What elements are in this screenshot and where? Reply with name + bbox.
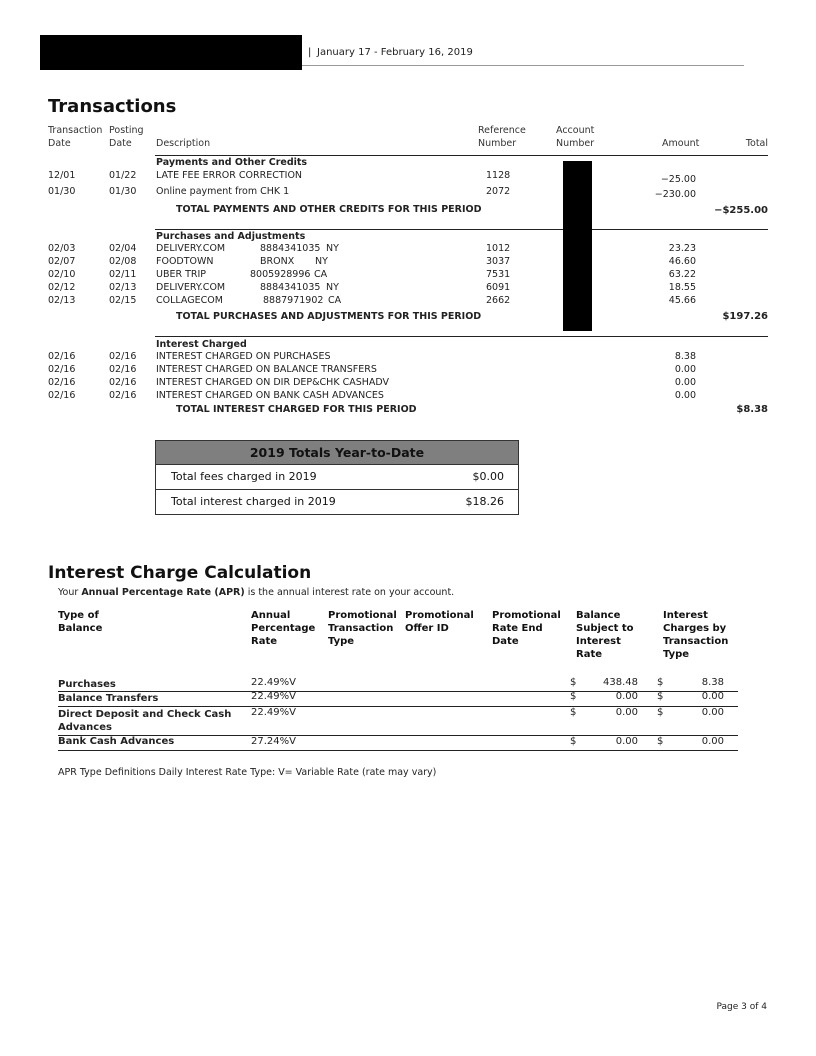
ic-type: Direct Deposit and Check Cash Advances [58, 709, 232, 733]
transaction-date: 12/01 [48, 170, 76, 181]
ic-charge: 0.00 [701, 736, 724, 747]
ic-cur2: $ [657, 707, 664, 718]
ic-col-apr: Annual Percentage Rate [251, 610, 316, 647]
table-row [0, 390, 816, 403]
table-row [0, 269, 816, 282]
ytd-totals-box [155, 440, 519, 515]
reference-number: 1012 [486, 243, 511, 254]
total-label: TOTAL PURCHASES AND ADJUSTMENTS FOR THIS PERIOD [176, 311, 482, 322]
reference-number: 7531 [486, 269, 511, 280]
transaction-date: 02/16 [48, 364, 76, 375]
ic-row-balance-transfers [58, 691, 738, 706]
amount: −230.00 [654, 189, 696, 200]
ic-type: Purchases [58, 679, 116, 690]
ic-col-type: Type of Balance [58, 610, 103, 634]
interest-calc-intro: Your Annual Percentage Rate (APR) is the annual interest rate on your account. [58, 587, 455, 598]
ic-apr: 22.49%V [251, 707, 296, 718]
transaction-date: 02/13 [48, 295, 76, 306]
col-description: Description [156, 138, 211, 149]
table-row [0, 243, 816, 256]
posting-date: 01/22 [109, 170, 137, 181]
ic-cur1: $ [570, 677, 577, 688]
posting-date: 02/11 [109, 269, 137, 280]
reference-number: 2072 [486, 186, 511, 197]
total-value: $8.38 [736, 404, 768, 415]
total-value: $197.26 [722, 311, 768, 322]
amount: 45.66 [668, 295, 696, 306]
purchases-heading: Purchases and Adjustments [156, 231, 306, 242]
posting-date: 02/16 [109, 351, 137, 362]
apr-type-definitions: APR Type Definitions Daily Interest Rate Type: V= Variable Rate (rate may vary) [58, 767, 437, 778]
ic-apr: 22.49%V [251, 691, 296, 702]
ytd-interest-label: Total interest charged in 2019 [171, 495, 336, 508]
amount: 0.00 [674, 377, 696, 388]
ytd-interest-value: $18.26 [465, 495, 504, 508]
ic-col-promo-type: Promotional Transaction Type [328, 610, 397, 647]
table-row [0, 282, 816, 295]
description: INTEREST CHARGED ON BALANCE TRANSFERS [156, 364, 377, 375]
reference-number: 6091 [486, 282, 511, 293]
purchases-total-row [0, 311, 816, 324]
posting-date: 02/16 [109, 377, 137, 388]
description: LATE FEE ERROR CORRECTION [156, 170, 303, 181]
posting-date: 01/30 [109, 186, 137, 197]
reference-number: 2662 [486, 295, 511, 306]
table-row [0, 364, 816, 377]
reference-number: 3037 [486, 256, 511, 267]
ic-cur1: $ [570, 736, 577, 747]
ic-charge: 0.00 [701, 691, 724, 702]
ic-charge: 0.00 [701, 707, 724, 718]
transaction-date: 02/16 [48, 377, 76, 388]
col-total: Total [745, 138, 768, 149]
col-account-number: Account Number [556, 125, 595, 149]
ytd-fees-label: Total fees charged in 2019 [171, 470, 317, 483]
ic-col-balance: Balance Subject to Interest Rate [576, 610, 634, 660]
transaction-date: 02/07 [48, 256, 76, 267]
transaction-date: 02/12 [48, 282, 76, 293]
ytd-title: 2019 Totals Year-to-Date [156, 441, 518, 465]
merchant-location: NY [315, 256, 328, 267]
merchant-phone: 8884341035 [260, 243, 321, 254]
payments-heading: Payments and Other Credits [156, 157, 308, 168]
merchant-location: CA [314, 269, 328, 280]
description: DELIVERY.COM [156, 282, 226, 293]
posting-date: 02/04 [109, 243, 137, 254]
ic-col-promo-end: Promotional Rate End Date [492, 610, 561, 647]
ic-cur1: $ [570, 691, 577, 702]
transaction-date: 02/10 [48, 269, 76, 280]
ic-col-charges: Interest Charges by Transaction Type [663, 610, 729, 660]
interest-total-row [0, 404, 816, 417]
transaction-date: 02/03 [48, 243, 76, 254]
interest-calc-title: Interest Charge Calculation [48, 563, 312, 583]
transaction-date: 02/16 [48, 390, 76, 401]
ic-cur2: $ [657, 691, 664, 702]
table-row [0, 256, 816, 269]
ic-apr: 22.49%V [251, 677, 296, 688]
transaction-date: 02/16 [48, 351, 76, 362]
header-divider [155, 155, 768, 156]
description: INTEREST CHARGED ON PURCHASES [156, 351, 331, 362]
merchant-location: NY [326, 282, 339, 293]
redacted-header-block [40, 35, 302, 70]
ytd-fees-value: $0.00 [472, 470, 504, 483]
posting-date: 02/15 [109, 295, 137, 306]
ytd-interest-row [156, 490, 518, 514]
col-amount: Amount [662, 138, 700, 149]
ic-balance: 0.00 [615, 707, 638, 718]
posting-date: 02/16 [109, 364, 137, 375]
statement-period: January 17 - February 16, 2019 [317, 47, 473, 58]
posting-date: 02/13 [109, 282, 137, 293]
ytd-fees-row [156, 465, 518, 490]
merchant-phone: BRONX [260, 256, 295, 267]
description: UBER TRIP [156, 269, 207, 280]
amount: 18.55 [668, 282, 696, 293]
interest-heading: Interest Charged [156, 339, 247, 350]
merchant-location: NY [326, 243, 339, 254]
header-rule [302, 65, 744, 66]
ic-row-purchases [58, 677, 738, 692]
ic-row-bank-cash [58, 736, 738, 751]
posting-date: 02/08 [109, 256, 137, 267]
amount: 8.38 [674, 351, 696, 362]
description: COLLAGECOM [156, 295, 223, 306]
ic-balance: 438.48 [603, 677, 638, 688]
description: INTEREST CHARGED ON BANK CASH ADVANCES [156, 390, 384, 401]
description: Online payment from CHK 1 [156, 186, 290, 197]
table-row [0, 295, 816, 308]
ic-type: Balance Transfers [58, 693, 159, 704]
ic-col-promo-offer: Promotional Offer ID [405, 610, 474, 634]
ic-row-direct-deposit [58, 707, 738, 735]
amount: −25.00 [660, 174, 696, 185]
amount: 63.22 [668, 269, 696, 280]
description: DELIVERY.COM [156, 243, 226, 254]
posting-date: 02/16 [109, 390, 137, 401]
col-posting-date: Posting Date [109, 125, 144, 149]
table-row [0, 170, 816, 183]
amount: 46.60 [668, 256, 696, 267]
ic-type: Bank Cash Advances [58, 736, 175, 747]
ic-balance: 0.00 [615, 691, 638, 702]
header-separator: | [308, 47, 312, 58]
table-row [0, 186, 816, 199]
amount: 0.00 [674, 364, 696, 375]
col-transaction-date: Transaction Date [48, 125, 103, 149]
reference-number: 1128 [486, 170, 511, 181]
ic-charge: 8.38 [701, 677, 724, 688]
col-reference-number: Reference Number [478, 125, 526, 149]
table-row [0, 351, 816, 364]
merchant-location: CA [328, 295, 342, 306]
redacted-account-number [563, 161, 592, 331]
section-divider [155, 229, 768, 230]
amount: 23.23 [668, 243, 696, 254]
description: FOODTOWN [156, 256, 214, 267]
section-divider [155, 336, 768, 337]
merchant-phone: 8005928996 [250, 269, 311, 280]
ic-divider [58, 750, 738, 751]
ic-cur2: $ [657, 677, 664, 688]
table-row [0, 377, 816, 390]
total-label: TOTAL INTEREST CHARGED FOR THIS PERIOD [176, 404, 417, 415]
page-number: Page 3 of 4 [716, 1002, 767, 1012]
total-value: −$255.00 [714, 205, 768, 216]
transactions-title: Transactions [48, 96, 177, 117]
merchant-phone: 8887971902 [263, 295, 324, 306]
ic-apr: 27.24%V [251, 736, 296, 747]
description: INTEREST CHARGED ON DIR DEP&CHK CASHADV [156, 377, 390, 388]
payments-total-row [0, 204, 816, 217]
transaction-date: 01/30 [48, 186, 76, 197]
ic-balance: 0.00 [615, 736, 638, 747]
total-label: TOTAL PAYMENTS AND OTHER CREDITS FOR THIS PERIOD [176, 204, 482, 215]
amount: 0.00 [674, 390, 696, 401]
ic-cur1: $ [570, 707, 577, 718]
ic-cur2: $ [657, 736, 664, 747]
merchant-phone: 8884341035 [260, 282, 321, 293]
